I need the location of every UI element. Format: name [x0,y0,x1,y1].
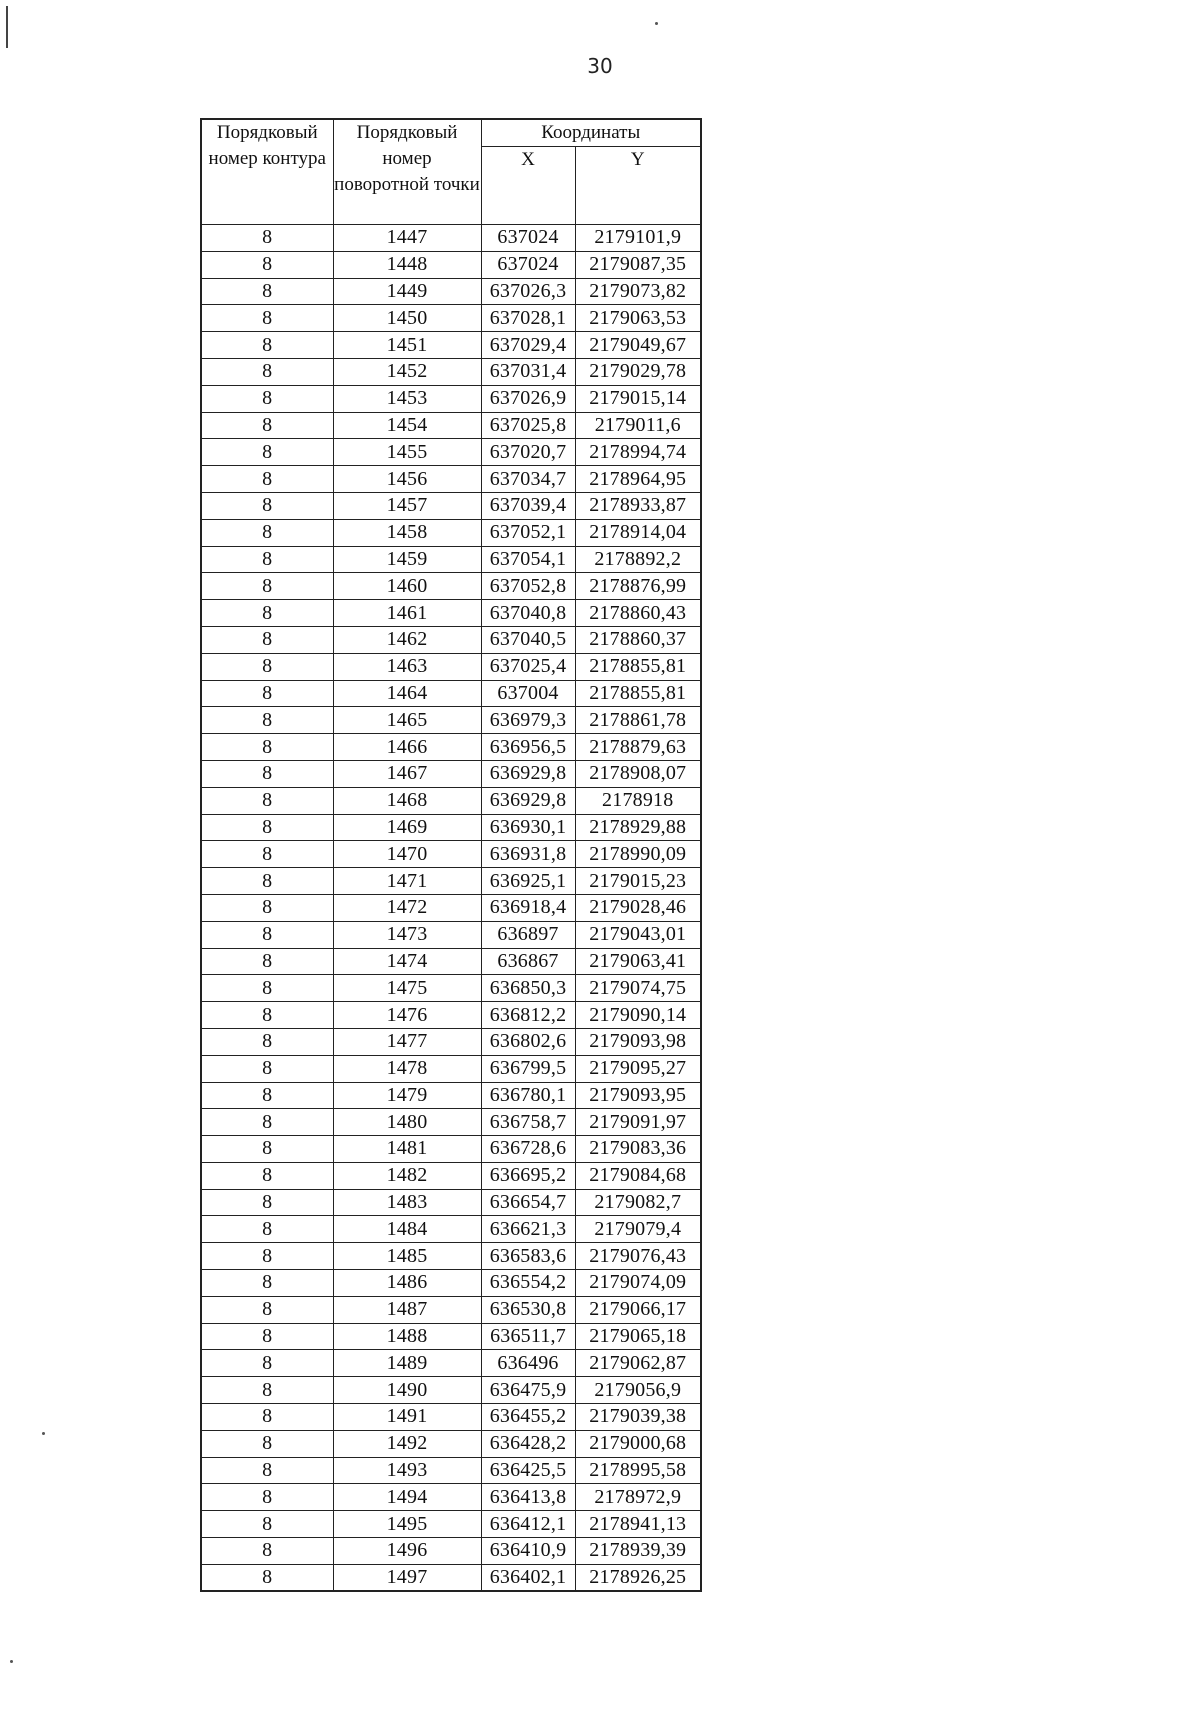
table-row [201,1457,701,1484]
table-row [201,1538,701,1565]
page-number: 30 [587,54,613,78]
table-row [201,1002,701,1029]
y-coordinate-cell: 2179015,23 [575,868,701,895]
x-coordinate-cell: 637040,5 [481,626,575,653]
header-point-number: Порядковый номер поворотной точки [333,119,481,225]
y-coordinate-cell: 2178908,07 [575,760,701,787]
point-number-cell: 1485 [333,1243,481,1270]
contour-number-cell: 8 [201,787,333,814]
x-coordinate-cell: 637039,4 [481,492,575,519]
point-number-cell: 1470 [333,841,481,868]
x-coordinate-cell: 636918,4 [481,894,575,921]
contour-number-cell: 8 [201,1457,333,1484]
contour-number-cell: 8 [201,1028,333,1055]
y-coordinate-cell: 2178941,13 [575,1511,701,1538]
table-row [201,546,701,573]
x-coordinate-cell: 637034,7 [481,466,575,493]
point-number-cell: 1487 [333,1296,481,1323]
x-coordinate-cell: 636867 [481,948,575,975]
y-coordinate-cell: 2178933,87 [575,492,701,519]
table-row [201,1136,701,1163]
point-number-cell: 1495 [333,1511,481,1538]
point-number-cell: 1473 [333,921,481,948]
x-coordinate-cell: 636413,8 [481,1484,575,1511]
table-row [201,439,701,466]
x-coordinate-cell: 636496 [481,1350,575,1377]
point-number-cell: 1466 [333,734,481,761]
x-coordinate-cell: 636455,2 [481,1404,575,1431]
y-coordinate-cell: 2179063,41 [575,948,701,975]
y-coordinate-cell: 2179095,27 [575,1055,701,1082]
y-coordinate-cell: 2178939,39 [575,1538,701,1565]
table-row [201,626,701,653]
y-coordinate-cell: 2178972,9 [575,1484,701,1511]
x-coordinate-cell: 637029,4 [481,332,575,359]
point-number-cell: 1477 [333,1028,481,1055]
table-row [201,787,701,814]
point-number-cell: 1480 [333,1109,481,1136]
point-number-cell: 1474 [333,948,481,975]
x-coordinate-cell: 637054,1 [481,546,575,573]
table-row [201,1377,701,1404]
x-coordinate-cell: 637026,3 [481,278,575,305]
x-coordinate-cell: 637025,8 [481,412,575,439]
contour-number-cell: 8 [201,1243,333,1270]
x-coordinate-cell: 636728,6 [481,1136,575,1163]
y-coordinate-cell: 2178990,09 [575,841,701,868]
y-coordinate-cell: 2179066,17 [575,1296,701,1323]
contour-number-cell: 8 [201,1404,333,1431]
table-row [201,358,701,385]
x-coordinate-cell: 637004 [481,680,575,707]
table-row [201,707,701,734]
table-row [201,1484,701,1511]
contour-number-cell: 8 [201,975,333,1002]
x-coordinate-cell: 636897 [481,921,575,948]
x-coordinate-cell: 636925,1 [481,868,575,895]
y-coordinate-cell: 2179090,14 [575,1002,701,1029]
header-x: X [481,147,575,225]
table-row [201,1430,701,1457]
contour-number-cell: 8 [201,1082,333,1109]
y-coordinate-cell: 2179015,14 [575,385,701,412]
table-row [201,1189,701,1216]
y-coordinate-cell: 2179091,97 [575,1109,701,1136]
point-number-cell: 1478 [333,1055,481,1082]
table-row [201,332,701,359]
table-row [201,734,701,761]
table-row [201,814,701,841]
y-coordinate-cell: 2179082,7 [575,1189,701,1216]
y-coordinate-cell: 2179093,95 [575,1082,701,1109]
point-number-cell: 1462 [333,626,481,653]
y-coordinate-cell: 2179000,68 [575,1430,701,1457]
point-number-cell: 1476 [333,1002,481,1029]
point-number-cell: 1492 [333,1430,481,1457]
table-row [201,1511,701,1538]
x-coordinate-cell: 636979,3 [481,707,575,734]
contour-number-cell: 8 [201,1270,333,1297]
x-coordinate-cell: 636758,7 [481,1109,575,1136]
contour-number-cell: 8 [201,385,333,412]
y-coordinate-cell: 2178855,81 [575,680,701,707]
table-row [201,841,701,868]
contour-number-cell: 8 [201,358,333,385]
contour-number-cell: 8 [201,1109,333,1136]
y-coordinate-cell: 2178861,78 [575,707,701,734]
point-number-cell: 1468 [333,787,481,814]
point-number-cell: 1455 [333,439,481,466]
x-coordinate-cell: 636583,6 [481,1243,575,1270]
y-coordinate-cell: 2178994,74 [575,439,701,466]
contour-number-cell: 8 [201,1162,333,1189]
table-row [201,412,701,439]
table-row [201,1404,701,1431]
x-coordinate-cell: 636799,5 [481,1055,575,1082]
x-coordinate-cell: 636412,1 [481,1511,575,1538]
y-coordinate-cell: 2179043,01 [575,921,701,948]
x-coordinate-cell: 636428,2 [481,1430,575,1457]
contour-number-cell: 8 [201,1350,333,1377]
point-number-cell: 1496 [333,1538,481,1565]
x-coordinate-cell: 636695,2 [481,1162,575,1189]
table-row [201,573,701,600]
y-coordinate-cell: 2179079,4 [575,1216,701,1243]
table-row [201,1350,701,1377]
table-row [201,1109,701,1136]
table-row [201,492,701,519]
scan-speck [10,1660,13,1663]
x-coordinate-cell: 636511,7 [481,1323,575,1350]
point-number-cell: 1469 [333,814,481,841]
contour-number-cell: 8 [201,1055,333,1082]
x-coordinate-cell: 636410,9 [481,1538,575,1565]
point-number-cell: 1447 [333,225,481,252]
coordinates-table [200,118,702,1592]
table-row [201,680,701,707]
point-number-cell: 1464 [333,680,481,707]
point-number-cell: 1453 [333,385,481,412]
contour-number-cell: 8 [201,305,333,332]
point-number-cell: 1491 [333,1404,481,1431]
table-row [201,975,701,1002]
contour-number-cell: 8 [201,251,333,278]
point-number-cell: 1463 [333,653,481,680]
header-coordinates: Координаты [481,119,701,147]
table-row [201,466,701,493]
contour-number-cell: 8 [201,1430,333,1457]
contour-number-cell: 8 [201,573,333,600]
table-row [201,1323,701,1350]
table-row [201,921,701,948]
x-coordinate-cell: 636931,8 [481,841,575,868]
x-coordinate-cell: 637028,1 [481,305,575,332]
point-number-cell: 1482 [333,1162,481,1189]
table-header [201,119,701,225]
contour-number-cell: 8 [201,1216,333,1243]
x-coordinate-cell: 636530,8 [481,1296,575,1323]
contour-number-cell: 8 [201,921,333,948]
x-coordinate-cell: 637040,8 [481,600,575,627]
point-number-cell: 1481 [333,1136,481,1163]
contour-number-cell: 8 [201,868,333,895]
point-number-cell: 1460 [333,573,481,600]
contour-number-cell: 8 [201,225,333,252]
point-number-cell: 1472 [333,894,481,921]
x-coordinate-cell: 637031,4 [481,358,575,385]
point-number-cell: 1459 [333,546,481,573]
y-coordinate-cell: 2179062,87 [575,1350,701,1377]
contour-number-cell: 8 [201,332,333,359]
table-row [201,225,701,252]
contour-number-cell: 8 [201,1296,333,1323]
x-coordinate-cell: 636402,1 [481,1564,575,1591]
x-coordinate-cell: 636425,5 [481,1457,575,1484]
y-coordinate-cell: 2178995,58 [575,1457,701,1484]
point-number-cell: 1493 [333,1457,481,1484]
contour-number-cell: 8 [201,546,333,573]
table-row [201,1082,701,1109]
point-number-cell: 1479 [333,1082,481,1109]
y-coordinate-cell: 2179039,38 [575,1404,701,1431]
point-number-cell: 1456 [333,466,481,493]
contour-number-cell: 8 [201,466,333,493]
table-row [201,600,701,627]
contour-number-cell: 8 [201,1538,333,1565]
y-coordinate-cell: 2178918 [575,787,701,814]
contour-number-cell: 8 [201,948,333,975]
x-coordinate-cell: 637020,7 [481,439,575,466]
table-row [201,948,701,975]
point-number-cell: 1461 [333,600,481,627]
point-number-cell: 1450 [333,305,481,332]
contour-number-cell: 8 [201,1323,333,1350]
point-number-cell: 1454 [333,412,481,439]
x-coordinate-cell: 637025,4 [481,653,575,680]
y-coordinate-cell: 2179093,98 [575,1028,701,1055]
y-coordinate-cell: 2179063,53 [575,305,701,332]
table-row [201,385,701,412]
point-number-cell: 1448 [333,251,481,278]
contour-number-cell: 8 [201,760,333,787]
x-coordinate-cell: 636554,2 [481,1270,575,1297]
x-coordinate-cell: 636850,3 [481,975,575,1002]
y-coordinate-cell: 2179056,9 [575,1377,701,1404]
contour-number-cell: 8 [201,841,333,868]
x-coordinate-cell: 637052,8 [481,573,575,600]
table-row [201,894,701,921]
contour-number-cell: 8 [201,680,333,707]
point-number-cell: 1449 [333,278,481,305]
contour-number-cell: 8 [201,707,333,734]
x-coordinate-cell: 636956,5 [481,734,575,761]
point-number-cell: 1467 [333,760,481,787]
point-number-cell: 1486 [333,1270,481,1297]
point-number-cell: 1452 [333,358,481,385]
point-number-cell: 1471 [333,868,481,895]
y-coordinate-cell: 2178914,04 [575,519,701,546]
contour-number-cell: 8 [201,412,333,439]
y-coordinate-cell: 2178892,2 [575,546,701,573]
table-row [201,519,701,546]
contour-number-cell: 8 [201,1189,333,1216]
point-number-cell: 1494 [333,1484,481,1511]
y-coordinate-cell: 2179074,09 [575,1270,701,1297]
y-coordinate-cell: 2178855,81 [575,653,701,680]
x-coordinate-cell: 636780,1 [481,1082,575,1109]
table-row [201,305,701,332]
scan-edge-line [6,6,8,48]
x-coordinate-cell: 637024 [481,225,575,252]
point-number-cell: 1483 [333,1189,481,1216]
y-coordinate-cell: 2179084,68 [575,1162,701,1189]
table-row [201,1296,701,1323]
x-coordinate-cell: 636930,1 [481,814,575,841]
y-coordinate-cell: 2178929,88 [575,814,701,841]
y-coordinate-cell: 2179073,82 [575,278,701,305]
contour-number-cell: 8 [201,1377,333,1404]
y-coordinate-cell: 2178926,25 [575,1564,701,1591]
contour-number-cell: 8 [201,600,333,627]
table-row [201,1028,701,1055]
y-coordinate-cell: 2178964,95 [575,466,701,493]
x-coordinate-cell: 637026,9 [481,385,575,412]
table-row [201,278,701,305]
point-number-cell: 1489 [333,1350,481,1377]
y-coordinate-cell: 2179011,6 [575,412,701,439]
contour-number-cell: 8 [201,278,333,305]
y-coordinate-cell: 2178860,43 [575,600,701,627]
table-row [201,653,701,680]
contour-number-cell: 8 [201,1136,333,1163]
table-row [201,760,701,787]
table-row [201,1162,701,1189]
contour-number-cell: 8 [201,519,333,546]
y-coordinate-cell: 2179083,36 [575,1136,701,1163]
table-row [201,1564,701,1591]
contour-number-cell: 8 [201,814,333,841]
point-number-cell: 1488 [333,1323,481,1350]
table-row [201,1270,701,1297]
y-coordinate-cell: 2179101,9 [575,225,701,252]
table-body [201,225,701,1592]
point-number-cell: 1475 [333,975,481,1002]
scan-speck [655,22,658,25]
contour-number-cell: 8 [201,734,333,761]
x-coordinate-cell: 636812,2 [481,1002,575,1029]
x-coordinate-cell: 637024 [481,251,575,278]
table-row [201,1216,701,1243]
point-number-cell: 1458 [333,519,481,546]
y-coordinate-cell: 2178876,99 [575,573,701,600]
y-coordinate-cell: 2179074,75 [575,975,701,1002]
point-number-cell: 1490 [333,1377,481,1404]
x-coordinate-cell: 636929,8 [481,787,575,814]
y-coordinate-cell: 2179029,78 [575,358,701,385]
table-row [201,251,701,278]
point-number-cell: 1451 [333,332,481,359]
x-coordinate-cell: 636654,7 [481,1189,575,1216]
x-coordinate-cell: 636621,3 [481,1216,575,1243]
contour-number-cell: 8 [201,1564,333,1591]
x-coordinate-cell: 636802,6 [481,1028,575,1055]
table-row [201,1243,701,1270]
y-coordinate-cell: 2179049,67 [575,332,701,359]
scan-speck [42,1432,45,1435]
table-row [201,1055,701,1082]
x-coordinate-cell: 636929,8 [481,760,575,787]
header-y: Y [575,147,701,225]
contour-number-cell: 8 [201,1511,333,1538]
point-number-cell: 1457 [333,492,481,519]
contour-number-cell: 8 [201,626,333,653]
contour-number-cell: 8 [201,653,333,680]
contour-number-cell: 8 [201,439,333,466]
x-coordinate-cell: 636475,9 [481,1377,575,1404]
y-coordinate-cell: 2179076,43 [575,1243,701,1270]
y-coordinate-cell: 2179065,18 [575,1323,701,1350]
y-coordinate-cell: 2178879,63 [575,734,701,761]
contour-number-cell: 8 [201,1484,333,1511]
y-coordinate-cell: 2179087,35 [575,251,701,278]
contour-number-cell: 8 [201,1002,333,1029]
point-number-cell: 1465 [333,707,481,734]
point-number-cell: 1484 [333,1216,481,1243]
y-coordinate-cell: 2179028,46 [575,894,701,921]
header-contour-number: Порядковый номер контура [201,119,333,225]
table-row [201,868,701,895]
contour-number-cell: 8 [201,492,333,519]
x-coordinate-cell: 637052,1 [481,519,575,546]
point-number-cell: 1497 [333,1564,481,1591]
contour-number-cell: 8 [201,894,333,921]
y-coordinate-cell: 2178860,37 [575,626,701,653]
